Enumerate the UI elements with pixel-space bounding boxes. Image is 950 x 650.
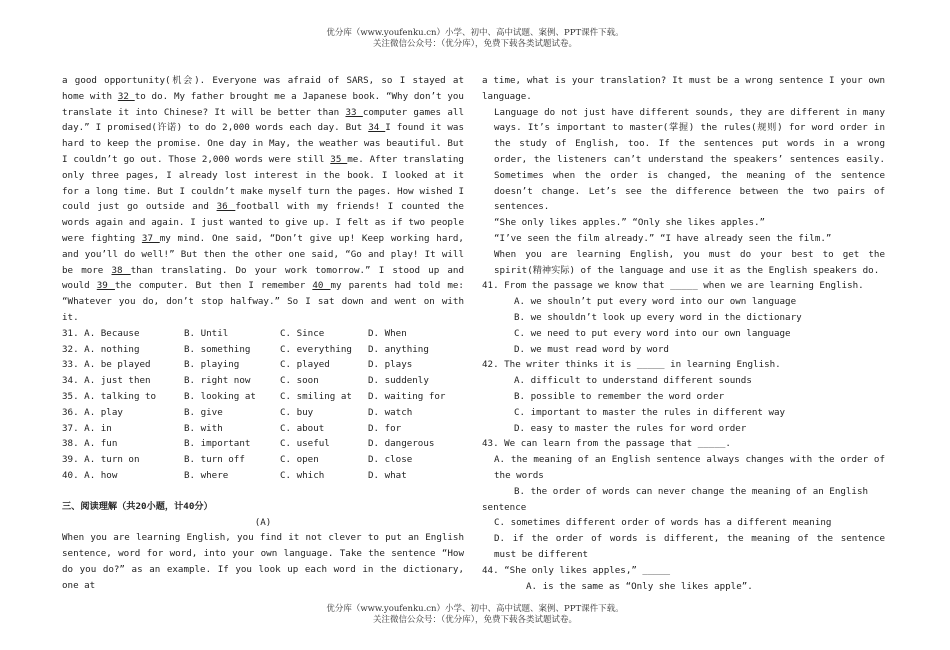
option-41-d: D. we must read word by word bbox=[514, 343, 669, 355]
choices-list bbox=[62, 326, 464, 484]
option-41-b: B. we shouldn’t look up every word in the dictionary bbox=[514, 311, 802, 323]
question-43: 43. We can learn from the passage that _____. bbox=[482, 438, 731, 450]
blank-37: 37 bbox=[141, 232, 160, 244]
passage-intro: When you are learning English, you find it not clever to put an English sentence, word for word, into your own language. Take the sentence “How do you do?” as an example. If you look up each word in the dictionary, one at bbox=[62, 532, 464, 591]
blank-35: 35 bbox=[330, 153, 348, 165]
option-42-b: B. possible to remember the word order bbox=[514, 390, 725, 402]
passage-paragraph-3: When you are learning English, you must do your best to get the spirit(精神实际) of the language and use it as the English speakers do. bbox=[494, 248, 885, 276]
question-41: 41. From the passage we know that _____ when we are learning English. bbox=[482, 280, 864, 292]
choice-row-34: 34. A. just then B. right now C. soon D. suddenly bbox=[62, 375, 429, 387]
option-42-a: A. difficult to understand different sounds bbox=[514, 375, 752, 387]
blank-32: 32 bbox=[117, 90, 135, 102]
option-43-c: C. sometimes different order of words has a different meaning bbox=[494, 517, 832, 529]
choice-row-32: 32. A. nothing B. something C. everything D. anything bbox=[62, 343, 429, 355]
option-41-a: A. we shouln’t put every word into our own language bbox=[514, 296, 797, 308]
blank-38: 38 bbox=[111, 264, 131, 276]
choice-row-31: 31. A. Because B. Until C. Since D. When bbox=[62, 327, 407, 339]
blank-40: 40 bbox=[312, 280, 331, 292]
choice-row-38: 38. A. fun B. important C. useful D. dangerous bbox=[62, 438, 435, 450]
choice-row-40: 40. A. how B. where C. which D. what bbox=[62, 469, 407, 481]
passage-continued: a time, what is your translation? It must be a wrong sentence I your own language. bbox=[482, 75, 885, 102]
section-title: 三、阅读理解（共20小题，计40分） bbox=[62, 500, 213, 512]
header-line-1: 优分库（www.youfenku.cn）小学、初中、高中试题、案例、PPT课件下载。 bbox=[326, 28, 624, 38]
blank-33: 33 bbox=[345, 106, 363, 118]
choice-row-36: 36. A. play B. give C. buy D. watch bbox=[62, 406, 413, 418]
choice-row-35: 35. A. talking to B. looking at C. smiling at D. waiting for bbox=[62, 390, 446, 402]
footer-line-1: 优分库（www.youfenku.cn）小学、初中、高中试题、案例、PPT课件下载。 bbox=[326, 604, 624, 614]
left-column bbox=[62, 73, 464, 594]
cloze-passage: a good opportunity(机会). Everyone was afraid of SARS, so I stayed at home with 32 to do. My father brought me a Japanese book. “Why don’t you translate it into Chinese? It will be better than 33 computer games all day.” I promised(许诺) to do 2,000 words each day. But 34 I found it was hard to keep the promise. One day in May, the weather was beautiful. But I couldn’t go out. Those 2,000 words were still 35 me. After translating only three pages, I already lost interest in the book. I looked at it for a long time. But I couldn’t make myself turn the pages. How wished I could just go outside and 36 football with my friends! I counted the words again and again. I just wanted to give up. I felt as if two people were fighting 37 my mind. One said, “Don’t give up! Keep working hard, and you’ll do well!” But then the other one said, “Go and play! It will be more 38 than translating. Do your work tomorrow.” I stood up and would 39 the computer. But then I remember 40 my parents had told me: “Whatever you do, don’t stop halfway.” So I sat down and went on with it. bbox=[62, 75, 464, 323]
blank-34: 34 bbox=[368, 122, 386, 134]
option-41-c: C. we need to put every word into our own language bbox=[514, 327, 791, 339]
header-line-2: 关注微信公众号：（优分库），免费下载各类试题试卷。 bbox=[372, 39, 577, 49]
choice-row-33: 33. A. be played B. playing C. played D. plays bbox=[62, 359, 413, 371]
blank-39: 39 bbox=[96, 280, 115, 292]
passage-paragraph-2: Language do not just have different sounds, they are different in many ways. It’s important to master(掌握) the rules(规则) for word order in the study of English, too. If the sentences put words in a wrong order, the listeners can’t understand the speakers’ sentences easily. Sometimes when the order is changed, the meaning of the sentence doesn’t change. Let’s see the difference between the two pairs of sentences. bbox=[494, 106, 885, 213]
page-header bbox=[0, 28, 950, 50]
option-44-a: A. is the same as “Only she likes apple”. bbox=[526, 580, 753, 592]
option-43-b-continued: sentence bbox=[482, 501, 527, 513]
option-42-d: D. easy to master the rules for word order bbox=[514, 422, 747, 434]
blank-36: 36 bbox=[216, 201, 236, 213]
footer-line-2: 关注微信公众号：（优分库），免费下载各类试题试卷。 bbox=[372, 615, 577, 625]
question-44: 44. “She only likes apples,” _____ bbox=[482, 564, 671, 576]
choice-row-39: 39. A. turn on B. turn off C. open D. close bbox=[62, 454, 413, 466]
passage-label: (A) bbox=[254, 516, 272, 528]
example-sentences-2: “I’ve seen the film already.” “I have already seen the film.” bbox=[494, 232, 832, 244]
option-43-a: A. the meaning of an English sentence always changes with the order of the words bbox=[494, 454, 885, 481]
choice-row-37: 37. A. in B. with C. about D. for bbox=[62, 422, 402, 434]
page-footer bbox=[0, 604, 950, 626]
option-42-c: C. important to master the rules in different way bbox=[514, 406, 786, 418]
example-sentences-1: “She only likes apples.” “Only she likes apples.” bbox=[494, 217, 766, 229]
right-column bbox=[482, 73, 885, 594]
option-43-d: D. if the order of words is different, the meaning of the sentence must be different bbox=[494, 533, 885, 560]
question-42: 42. The writer thinks it is _____ in learning English. bbox=[482, 359, 781, 371]
option-43-b: B. the order of words can never change the meaning of an English bbox=[514, 485, 869, 497]
